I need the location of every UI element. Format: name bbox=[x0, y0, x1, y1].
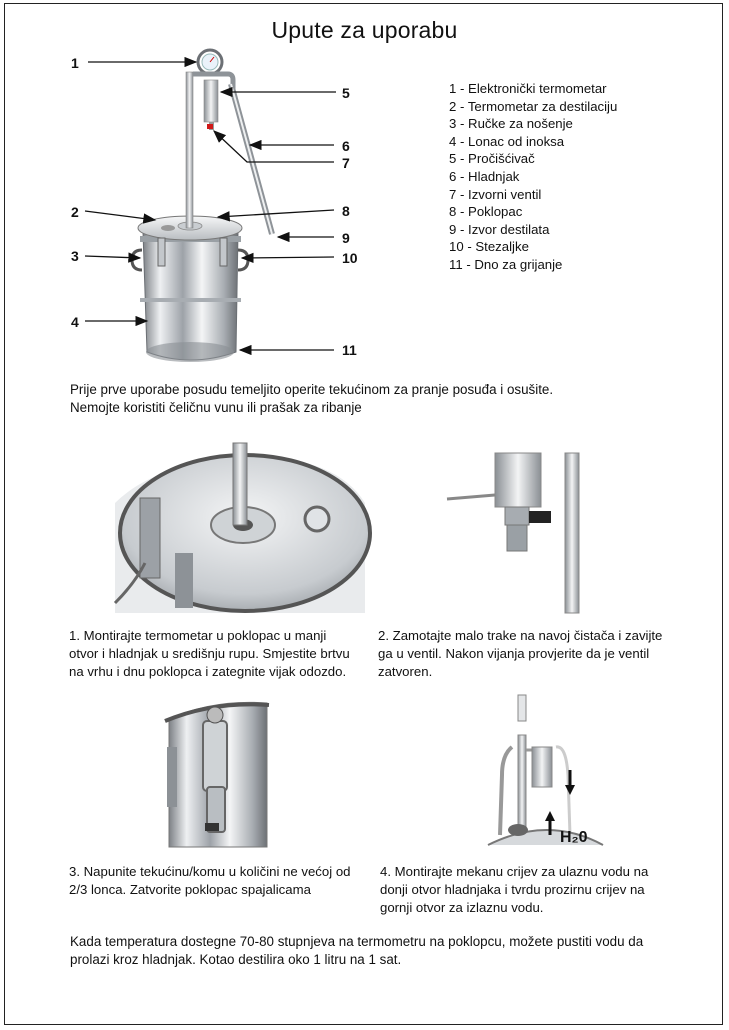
legend-item: 9 - Izvor destilata bbox=[449, 221, 550, 237]
photo-lid-top bbox=[115, 443, 365, 613]
legend-item: 11 - Dno za grijanje bbox=[449, 256, 563, 272]
parts-legend bbox=[449, 80, 617, 274]
photo-valve bbox=[447, 443, 587, 613]
h2o-label: H₂0 bbox=[560, 829, 588, 846]
legend-item: 5 - Pročišćivač bbox=[449, 151, 535, 167]
page-title: Upute za uporabu bbox=[271, 17, 458, 43]
legend-item: 1 - Elektronički termometar bbox=[449, 81, 607, 96]
callout-8: 8 bbox=[342, 203, 350, 219]
footer-text bbox=[70, 933, 643, 969]
step-line: na vrhu i dnu poklopca i zategnite vijak odozdo. bbox=[69, 664, 347, 679]
step-1-text bbox=[69, 627, 350, 681]
photo-clamp bbox=[163, 697, 273, 847]
callout-4: 4 bbox=[71, 314, 79, 330]
legend-item: 4 - Lonac od inoksa bbox=[449, 133, 565, 149]
legend-item: 3 - Ručke za nošenje bbox=[449, 116, 573, 132]
step-line: 1. Montirajte termometar u poklopac u manji bbox=[69, 628, 327, 643]
step-line: 2/3 lonca. Zatvorite poklopac spajalicama bbox=[69, 882, 311, 897]
callout-9: 9 bbox=[342, 230, 350, 246]
step-line: 3. Napunite tekućinu/komu u količini ne većoj od bbox=[69, 864, 351, 879]
callout-2: 2 bbox=[71, 204, 79, 220]
step-line: otvor i hladnjak u središnju rupu. Smjestite brtvu bbox=[69, 646, 350, 661]
legend-item: 7 - Izvorni ventil bbox=[449, 186, 542, 202]
callout-5: 5 bbox=[342, 85, 350, 101]
step-2-text bbox=[378, 627, 662, 681]
valve bbox=[207, 124, 213, 129]
callout-10: 10 bbox=[342, 250, 358, 266]
legend-item: 6 - Hladnjak bbox=[449, 168, 520, 184]
step-line: gornji otvor za izlaznu vodu. bbox=[380, 900, 544, 915]
footer-line: prolazi kroz hladnjak. Kotao destilira oko 1 litru na 1 sat. bbox=[70, 952, 402, 967]
callout-1: 1 bbox=[71, 55, 79, 71]
step-line: 2. Zamotajte malo trake na navoj čistača i zavijte bbox=[378, 628, 663, 643]
step-4-text bbox=[380, 863, 648, 917]
intro-text bbox=[70, 381, 553, 417]
intro-line: Prije prve uporabe posudu temeljito operite tekućinom za pranje posuđa i osušite. bbox=[70, 382, 554, 397]
callout-6: 6 bbox=[342, 138, 350, 154]
legend-item: 8 - Poklopac bbox=[449, 204, 523, 220]
legend-item: 10 - Stezaljke bbox=[449, 239, 529, 255]
purifier bbox=[204, 80, 218, 122]
step-line: zatvoren. bbox=[378, 664, 433, 679]
distiller-diagram bbox=[0, 0, 729, 380]
callout-3: 3 bbox=[71, 248, 79, 264]
footer-line: Kada temperatura dostegne 70-80 stupnjeva na termometru na poklopcu, možete pustiti vodu da bbox=[70, 934, 644, 949]
step-line: donji otvor hladnjaka i tvrdu prozirnu crijev na bbox=[380, 882, 645, 897]
callout-11: 11 bbox=[342, 342, 357, 358]
step-line: ga u ventil. Nakon vijanja provjerite da je ventil bbox=[378, 646, 650, 661]
step-line: 4. Montirajte mekanu crijev za ulaznu vodu na bbox=[380, 864, 649, 879]
legend-item: 2 - Termometar za destilaciju bbox=[449, 98, 618, 114]
intro-line: Nemojte koristiti čeličnu vunu ili prašak za ribanje bbox=[70, 400, 362, 415]
column-tube bbox=[186, 72, 193, 228]
step-3-text bbox=[69, 863, 351, 899]
callout-7: 7 bbox=[342, 155, 350, 171]
